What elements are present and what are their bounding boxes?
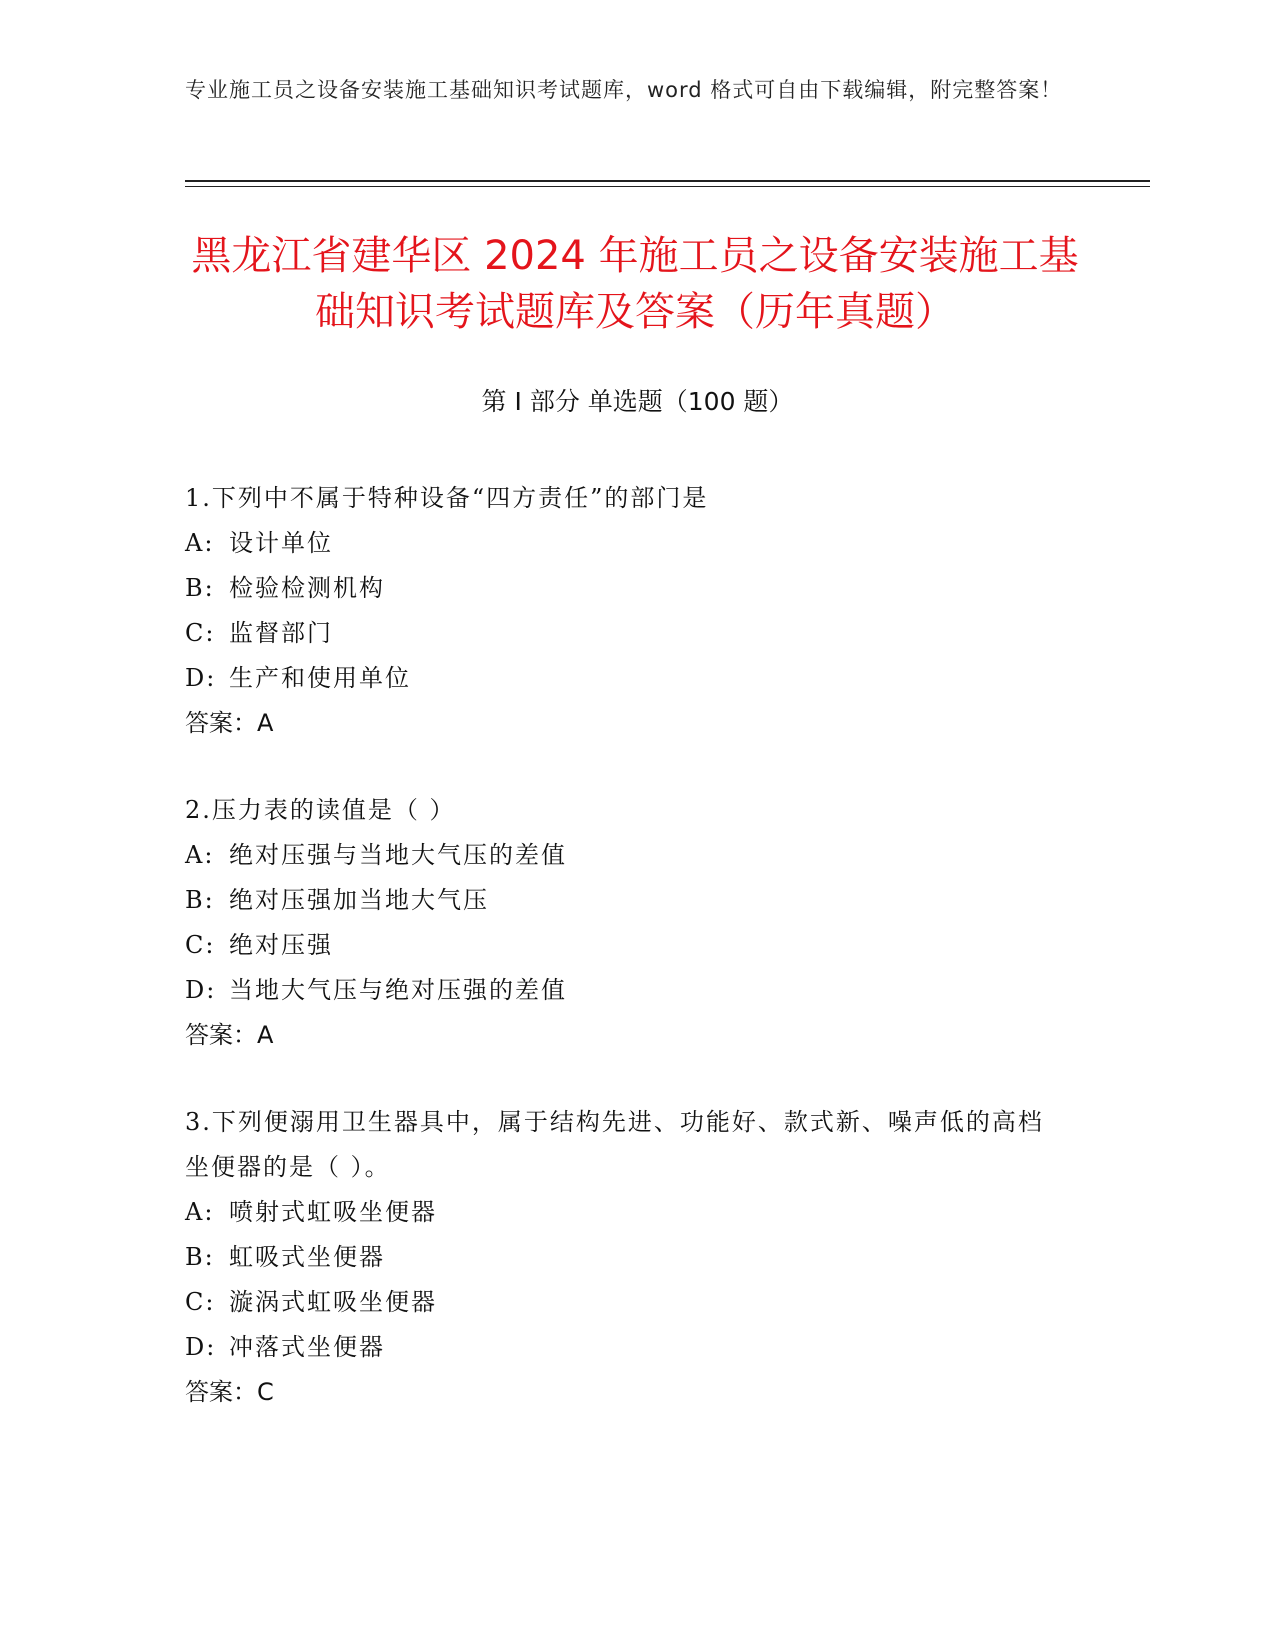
question-3 <box>185 1100 1065 1415</box>
answer: 答案：A <box>185 709 274 737</box>
option-c <box>185 1280 1065 1325</box>
option-a <box>185 833 1065 878</box>
option-text: 喷射式虹吸坐便器 <box>229 1198 437 1226</box>
option-letter: A: <box>185 1198 215 1226</box>
question-stem: 1.下列中不属于特种设备“四方责任”的部门是 <box>185 484 709 512</box>
option-letter: C: <box>185 619 216 647</box>
option-letter: D: <box>185 976 217 1004</box>
option-letter: A: <box>185 529 215 557</box>
option-letter: B: <box>185 574 215 602</box>
option-text: 设计单位 <box>229 529 333 557</box>
option-letter: D: <box>185 1333 217 1361</box>
option-text: 漩涡式虹吸坐便器 <box>229 1288 437 1316</box>
option-b <box>185 878 1065 923</box>
option-letter: B: <box>185 1243 215 1271</box>
document-title: 黑龙江省建华区 2024 年施工员之设备安装施工基础知识考试题库及答案（历年真题） <box>191 233 1079 335</box>
option-b <box>185 1235 1065 1280</box>
option-letter: B: <box>185 886 215 914</box>
header-rule-thick <box>185 180 1150 182</box>
option-text: 虹吸式坐便器 <box>229 1243 385 1271</box>
header-note: 专业施工员之设备安装施工基础知识考试题库，word 格式可自由下载编辑，附完整答案！ <box>185 78 1063 102</box>
option-text: 绝对压强加当地大气压 <box>229 886 489 914</box>
option-letter: D: <box>185 664 217 692</box>
option-letter: C: <box>185 1288 216 1316</box>
option-d <box>185 968 1065 1013</box>
option-c <box>185 611 1065 656</box>
option-d <box>185 1325 1065 1370</box>
option-letter: C: <box>185 931 216 959</box>
question-stem: 2.压力表的读值是（ ） <box>185 796 456 824</box>
header-rule-thin <box>185 186 1150 187</box>
section-heading: 第 I 部分 单选题（100 题） <box>481 387 794 416</box>
option-text: 当地大气压与绝对压强的差值 <box>229 976 567 1004</box>
question-1 <box>185 476 1065 746</box>
option-text: 检验检测机构 <box>229 574 385 602</box>
question-2 <box>185 788 1065 1058</box>
answer: 答案：A <box>185 1021 274 1049</box>
option-letter: A: <box>185 841 215 869</box>
option-d <box>185 656 1065 701</box>
option-text: 生产和使用单位 <box>229 664 411 692</box>
question-list <box>185 476 1065 1457</box>
option-text: 监督部门 <box>229 619 333 647</box>
option-text: 冲落式坐便器 <box>229 1333 385 1361</box>
option-text: 绝对压强与当地大气压的差值 <box>229 841 567 869</box>
option-a <box>185 1190 1065 1235</box>
answer: 答案：C <box>185 1378 274 1406</box>
option-c <box>185 923 1065 968</box>
option-a <box>185 521 1065 566</box>
option-b <box>185 566 1065 611</box>
option-text: 绝对压强 <box>229 931 333 959</box>
question-stem: 3.下列便溺用卫生器具中，属于结构先进、功能好、款式新、噪声低的高档坐便器的是（ ）。 <box>185 1108 1044 1181</box>
